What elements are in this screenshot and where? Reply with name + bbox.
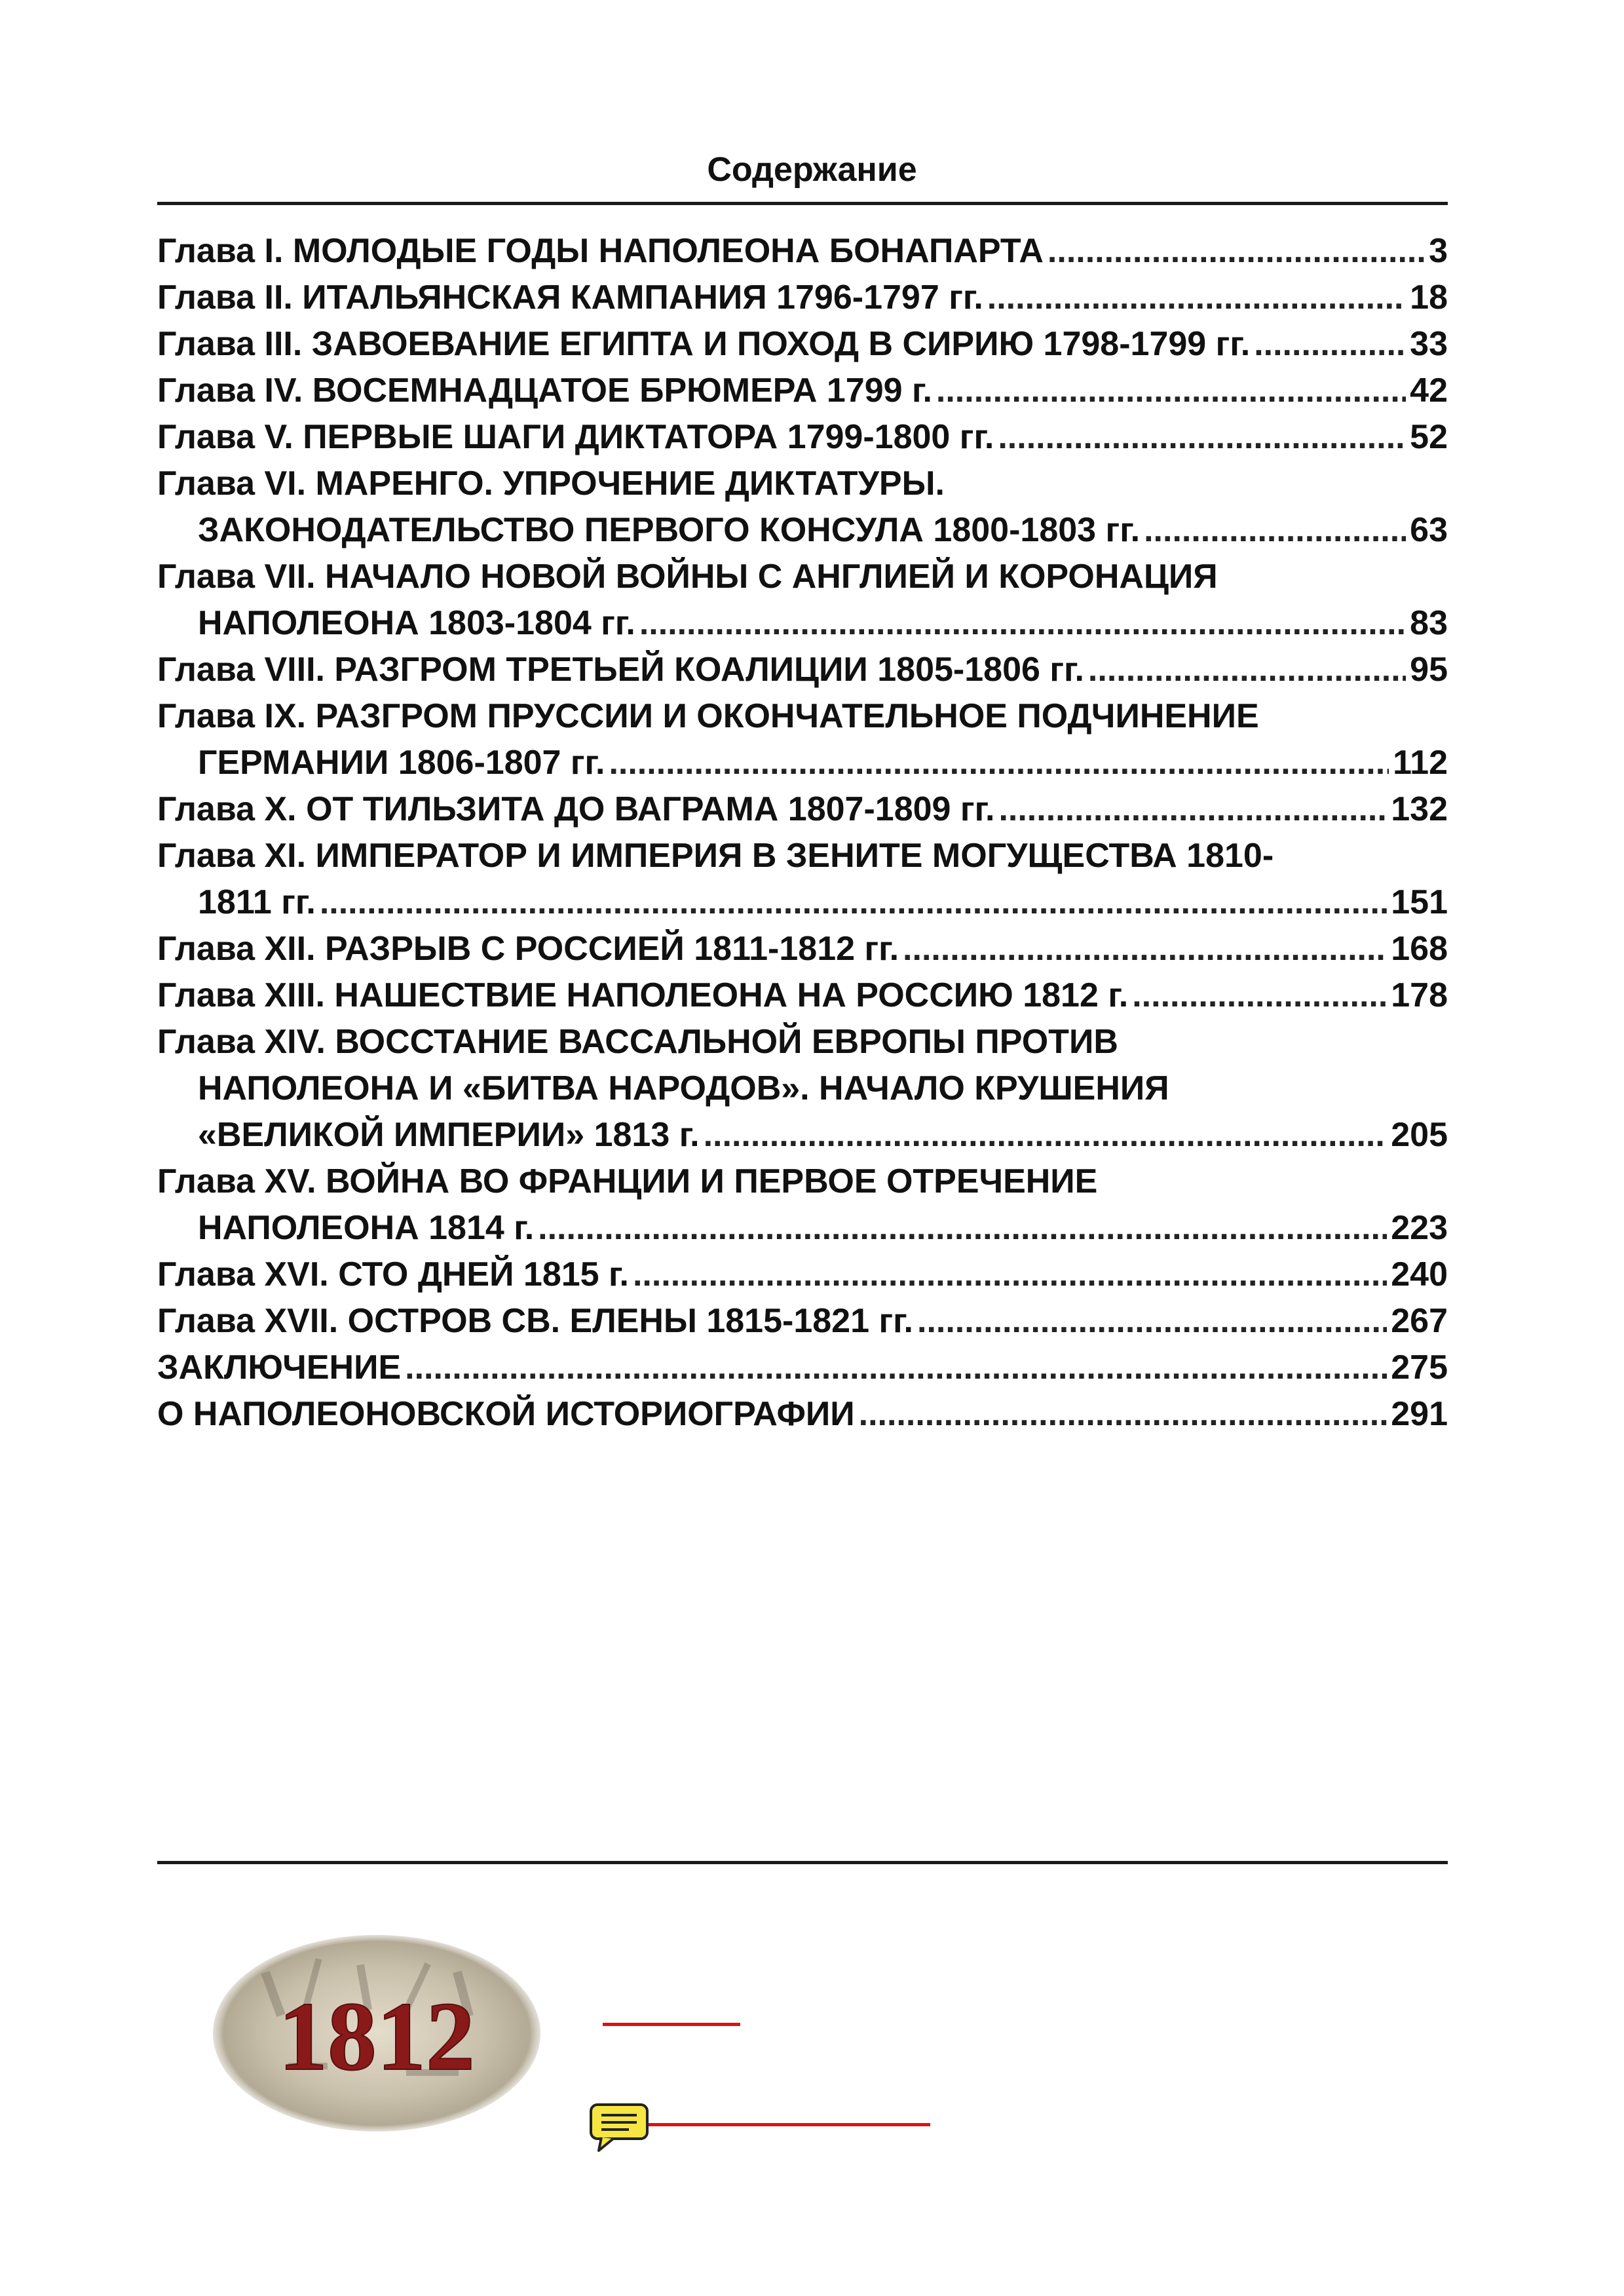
toc-entry-line (157, 786, 1448, 833)
1812-logo (210, 1932, 544, 2135)
toc-entry[interactable] (157, 786, 1448, 833)
red-underline-long (649, 2123, 930, 2126)
toc-entry-title: Глава IV. ВОСЕМНАДЦАТОЕ БРЮМЕРА 1799 г. (157, 372, 932, 410)
red-underline-short (603, 2023, 740, 2026)
top-divider (157, 202, 1448, 205)
toc-entry-title: Глава XI. ИМПЕРАТОР И ИМПЕРИЯ В ЗЕНИТЕ МОГУЩЕСТВА 1810- (157, 837, 1274, 875)
toc-entry-title: Глава XVII. ОСТРОВ СВ. ЕЛЕНЫ 1815-1821 гг. (157, 1302, 914, 1340)
toc-entry-line (157, 228, 1448, 275)
toc-page-number: 178 (1391, 976, 1448, 1014)
toc-entry-title: Глава XIV. ВОССТАНИЕ ВАССАЛЬНОЙ ЕВРОПЫ ПРОТИВ (157, 1023, 1118, 1061)
toc-entry-title: Глава I. МОЛОДЫЕ ГОДЫ НАПОЛЕОНА БОНАПАРТА (157, 232, 1044, 270)
toc-entry-line (157, 600, 1448, 647)
toc-entry[interactable] (157, 1158, 1448, 1252)
toc-entry-line (157, 647, 1448, 693)
toc-page-number: 240 (1391, 1255, 1448, 1293)
toc-leader-dots (320, 879, 1387, 926)
toc-leader-dots (1132, 972, 1387, 1019)
toc-entry-line (157, 926, 1448, 972)
toc-leader-dots (609, 740, 1389, 786)
toc-entry-line (157, 1252, 1448, 1298)
toc-entry-title: Глава II. ИТАЛЬЯНСКАЯ КАМПАНИЯ 1796-1797 гг. (157, 278, 983, 316)
logo-year: 1812 (278, 1982, 475, 2091)
toc-page-number: 95 (1410, 651, 1448, 689)
toc-entry[interactable] (157, 1252, 1448, 1298)
toc-entry[interactable] (157, 275, 1448, 321)
toc-entry[interactable] (157, 926, 1448, 972)
bottom-divider (157, 1861, 1448, 1864)
toc-page-number: 132 (1391, 790, 1448, 828)
toc-entry-line (157, 321, 1448, 368)
toc-leader-dots (405, 1345, 1387, 1391)
toc-entry-title: 1811 гг. (198, 883, 316, 921)
toc-page-number: 33 (1410, 325, 1448, 363)
toc-leader-dots (538, 1205, 1387, 1252)
toc-entry-line (157, 1345, 1448, 1391)
toc-entry[interactable] (157, 647, 1448, 693)
toc-entry-line (157, 1205, 1448, 1252)
toc-entry-title: Глава XIII. НАШЕСТВИЕ НАПОЛЕОНА НА РОССИЮ 1812 г. (157, 976, 1129, 1014)
toc-entry[interactable] (157, 1298, 1448, 1345)
toc-page-number: 83 (1410, 604, 1448, 642)
toc-entry-title: Глава VI. МАРЕНГО. УПРОЧЕНИЕ ДИКТАТУРЫ. (157, 465, 945, 503)
toc-leader-dots (998, 414, 1406, 461)
toc-entry-title: Глава XII. РАЗРЫВ С РОССИЕЙ 1811-1812 гг. (157, 930, 899, 968)
toc-entry-line (157, 507, 1448, 554)
toc-leader-dots (998, 786, 1387, 833)
toc-entry[interactable] (157, 228, 1448, 275)
toc-entry-line (157, 1298, 1448, 1345)
toc-page-number: 112 (1393, 744, 1448, 782)
toc-leader-dots (639, 600, 1406, 647)
toc-leader-dots (1048, 228, 1425, 275)
toc-entry[interactable] (157, 321, 1448, 368)
page-title: Содержание (707, 151, 917, 189)
toc-page-number: 18 (1410, 278, 1448, 316)
toc-entry[interactable] (157, 461, 1448, 554)
toc-entry-title: Глава IX. РАЗГРОМ ПРУССИИ И ОКОНЧАТЕЛЬНОЕ ПОДЧИНЕНИЕ (157, 697, 1259, 735)
toc-page-number: 52 (1410, 418, 1448, 456)
toc-entry-title: Глава III. ЗАВОЕВАНИЕ ЕГИПТА И ПОХОД В СИРИЮ 1798-1799 гг. (157, 325, 1251, 363)
toc-leader-dots (903, 926, 1387, 972)
toc-entry[interactable] (157, 414, 1448, 461)
toc-leader-dots (704, 1112, 1388, 1158)
toc-page-number: 275 (1391, 1349, 1448, 1387)
toc-entry[interactable] (157, 833, 1448, 926)
toc-page-number: 63 (1410, 511, 1448, 549)
toc-entry-title: Глава VIII. РАЗГРОМ ТРЕТЬЕЙ КОАЛИЦИИ 1805-1806 гг. (157, 651, 1084, 689)
toc-leader-dots (936, 368, 1406, 414)
toc-leader-dots (917, 1298, 1387, 1345)
toc-entry-title: Глава XV. ВОЙНА ВО ФРАНЦИИ И ПЕРВОЕ ОТРЕЧЕНИЕ (157, 1162, 1098, 1200)
toc-entry-title: НАПОЛЕОНА И «БИТВА НАРОДОВ». НАЧАЛО КРУШЕНИЯ (198, 1069, 1169, 1107)
toc-entry-title: ЗАКЛЮЧЕНИЕ (157, 1349, 402, 1387)
toc-leader-dots (633, 1252, 1387, 1298)
toc-leader-dots (1144, 507, 1406, 554)
toc-page-number: 205 (1391, 1116, 1448, 1154)
toc-page-number: 3 (1429, 232, 1448, 270)
toc-page-number: 42 (1410, 372, 1448, 410)
toc-page-number: 267 (1391, 1302, 1448, 1340)
toc-entry-title: О НАПОЛЕОНОВСКОЙ ИСТОРИОГРАФИИ (157, 1395, 855, 1433)
toc-entry[interactable] (157, 693, 1448, 786)
toc-entry-line (157, 972, 1448, 1019)
toc-entry-title: НАПОЛЕОНА 1803-1804 гг. (198, 604, 635, 642)
toc-entry[interactable] (157, 1345, 1448, 1391)
toc-page-number: 168 (1391, 930, 1448, 968)
toc-entry[interactable] (157, 972, 1448, 1019)
toc-entry[interactable] (157, 368, 1448, 414)
toc-entry-title: Глава VII. НАЧАЛО НОВОЙ ВОЙНЫ С АНГЛИЕЙ И КОРОНАЦИЯ (157, 558, 1218, 596)
toc-entry-line (157, 879, 1448, 926)
toc-entry[interactable] (157, 1019, 1448, 1158)
toc-entry-title: ГЕРМАНИИ 1806-1807 гг. (198, 744, 605, 782)
toc-entry-title: Глава X. ОТ ТИЛЬЗИТА ДО ВАГРАМА 1807-1809 гг. (157, 790, 995, 828)
comment-note-icon[interactable] (590, 2103, 650, 2152)
toc-page-number: 151 (1391, 883, 1448, 921)
table-of-contents (157, 228, 1448, 1438)
toc-entry-line (157, 368, 1448, 414)
toc-leader-dots (859, 1391, 1388, 1438)
toc-entry-line (157, 414, 1448, 461)
toc-entry[interactable] (157, 554, 1448, 647)
toc-entry-title: «ВЕЛИКОЙ ИМПЕРИИ» 1813 г. (198, 1116, 700, 1154)
toc-entry-title: ЗАКОНОДАТЕЛЬСТВО ПЕРВОГО КОНСУЛА 1800-1803 гг. (198, 511, 1141, 549)
toc-page-number: 291 (1391, 1395, 1448, 1433)
toc-entry-title: Глава XVI. СТО ДНЕЙ 1815 г. (157, 1255, 629, 1293)
toc-page-number: 223 (1391, 1209, 1448, 1247)
toc-entry-line (157, 740, 1448, 786)
toc-entry[interactable] (157, 1391, 1448, 1438)
toc-entry-title: НАПОЛЕОНА 1814 г. (198, 1209, 535, 1247)
toc-leader-dots (1088, 647, 1406, 693)
toc-entry-line (157, 275, 1448, 321)
toc-entry-title: Глава V. ПЕРВЫЕ ШАГИ ДИКТАТОРА 1799-1800 гг. (157, 418, 994, 456)
toc-leader-dots (987, 275, 1406, 321)
toc-entry-line (157, 1112, 1448, 1158)
toc-leader-dots (1254, 321, 1406, 368)
toc-entry-line (157, 1391, 1448, 1438)
